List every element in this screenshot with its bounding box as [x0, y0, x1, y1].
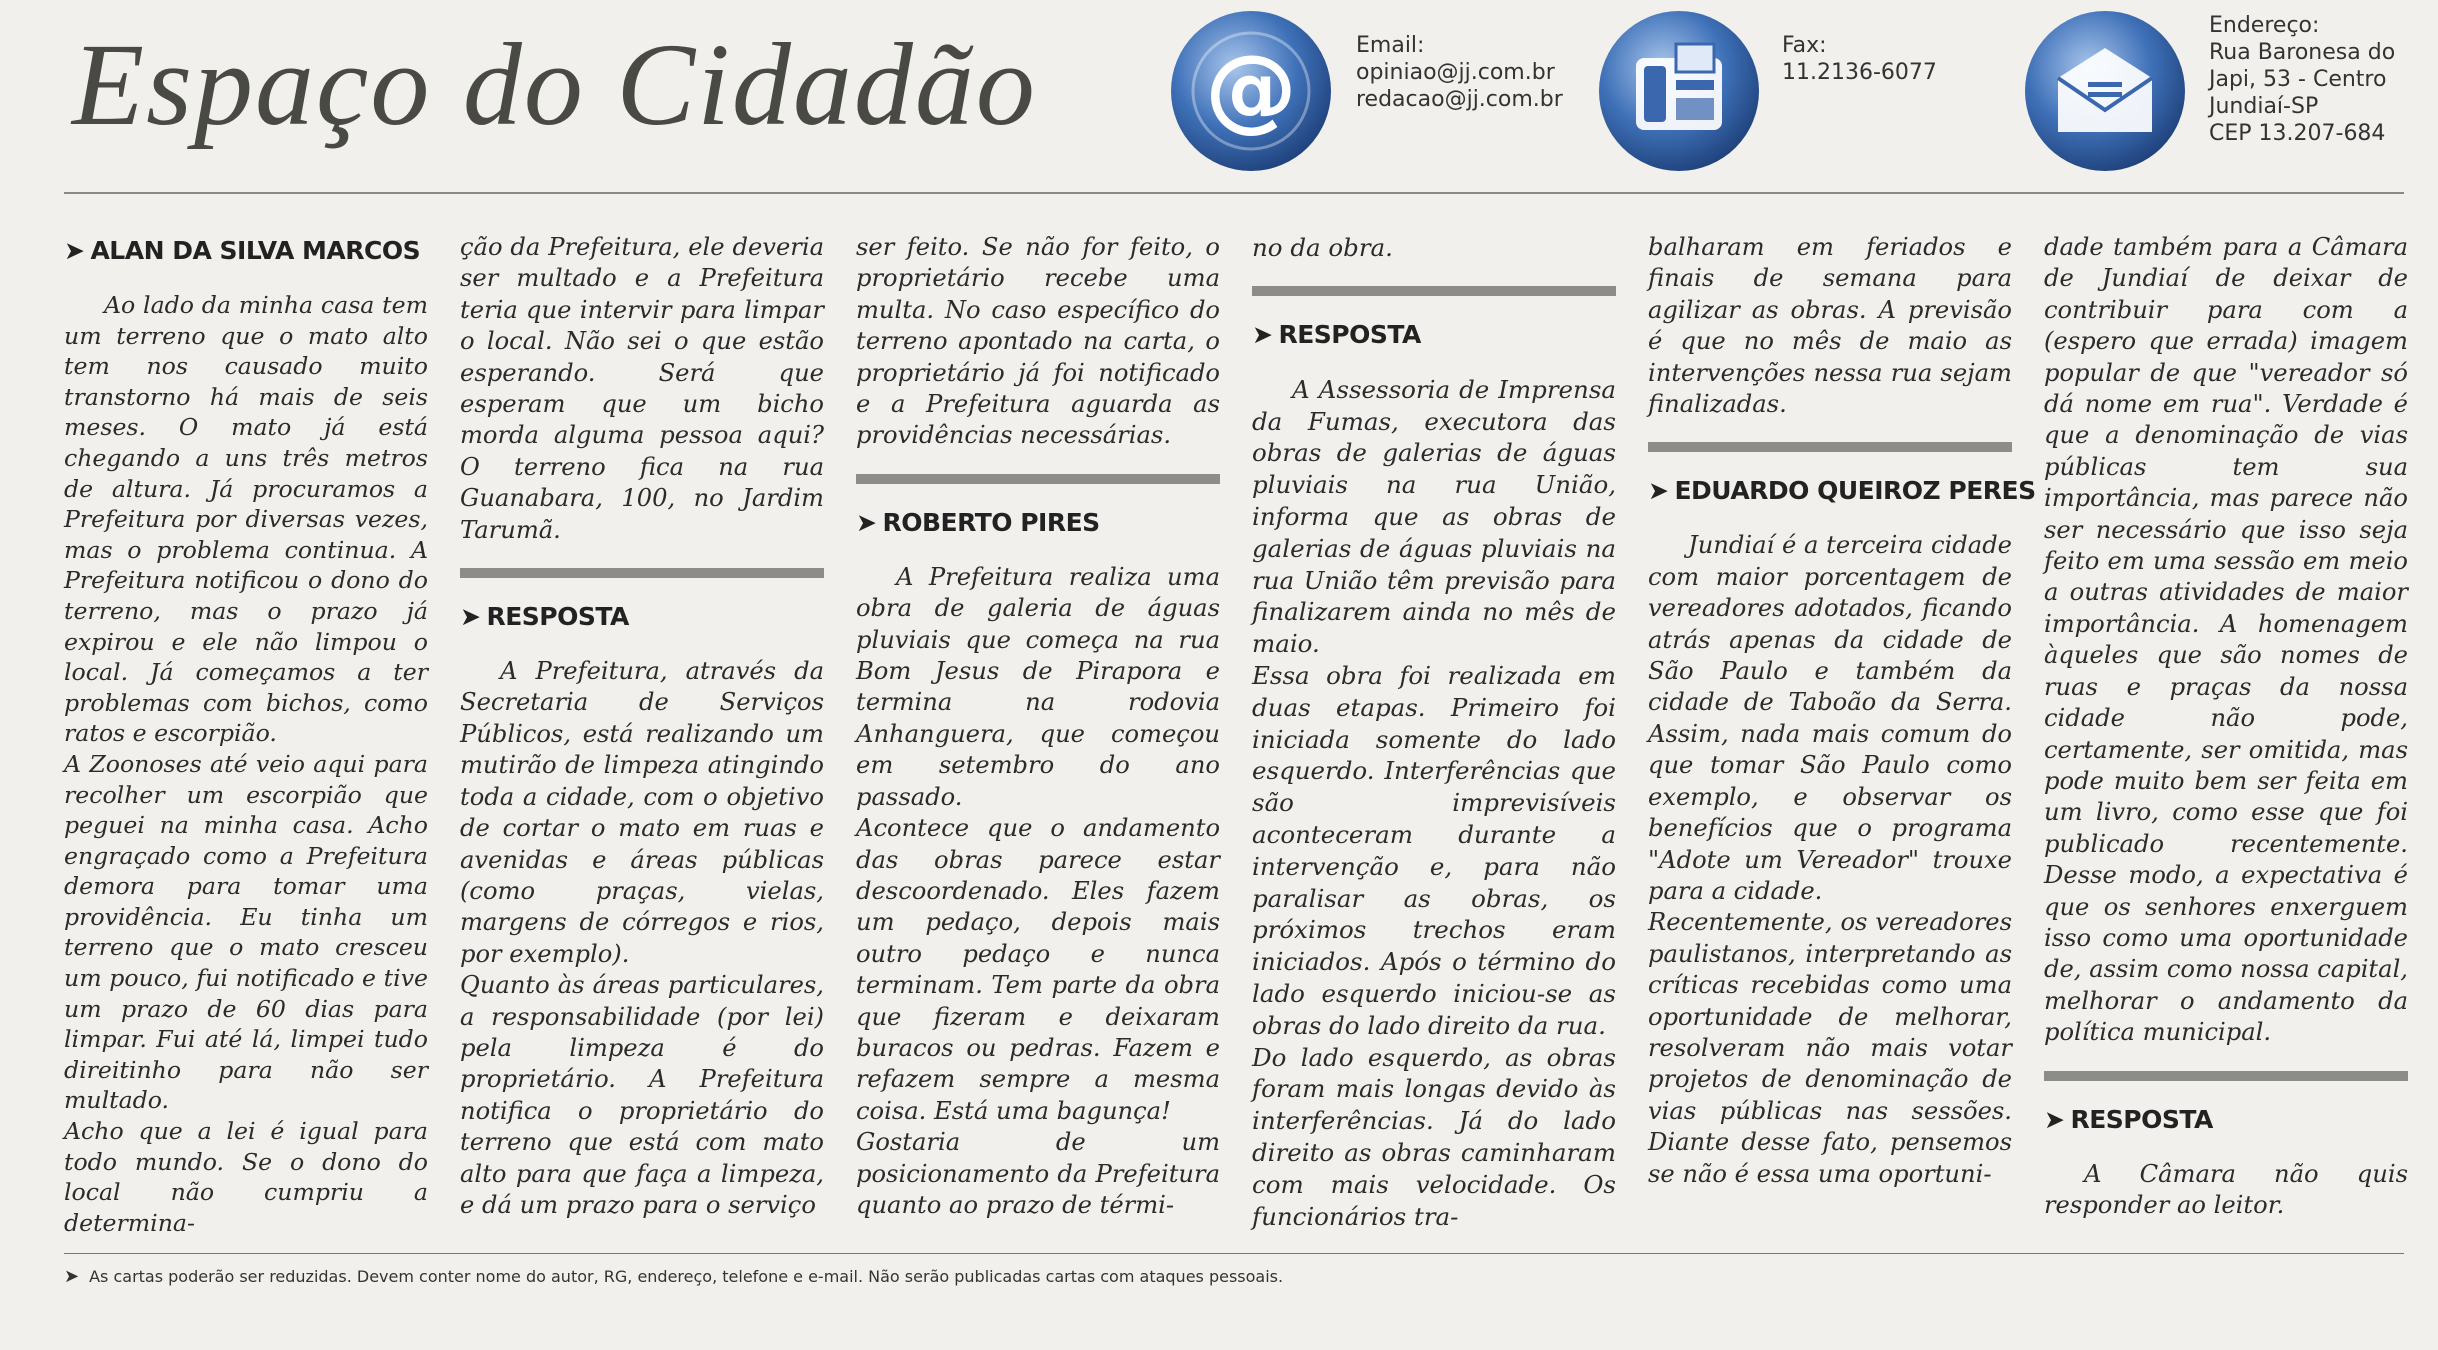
letter-author [64, 236, 428, 268]
contact-fax [1782, 32, 1937, 86]
arrow-icon: ➤ [460, 602, 481, 632]
response-body-continued: ser feito. Se não for feito, o proprietário recebe uma multa. No caso específico do terreno apontado na carta, o proprietário já foi notificado e a Prefeitura aguarda as providências necessárias. [856, 233, 1220, 450]
letter-body: Jundiaí é a terceira cidade com maior porcentagem de vereadores adotados, ficando atrás apenas da cidade de São Paulo e também da cidade de Taboão da Serra. Assim, nada mais comum do que tomar São Paulo como exemplo, e observar os benefícios que o programa "Adote um Vereador" trouxe para a cidade. Recentemente, os vereadores paulistanos, interpretando as críticas recebidas como uma oportunidade de melhorar, resolveram não mais votar projetos de denominação de vias públicas nas sessões. Diante desse fato, pensemos se não é essa uma oportuni- [1648, 531, 2012, 1188]
arrow-icon: ➤ [856, 507, 877, 537]
section-divider [856, 474, 1220, 484]
response-body: A Prefeitura, através da Secretaria de Serviços Públicos, está realizando um mutirão de limpeza atingindo toda a cidade, com o objetivo de cortar o mato em ruas e avenidas e áreas públicas (como praças, vielas, margens de córregos e rios, por exemplo). Quanto às áreas particulares, a responsabilidade (por lei) pela limpeza é do proprietário. A Prefeitura notifica o proprietário do terreno que está com mato alto para que faça a limpeza, e dá um prazo para o serviço [460, 657, 824, 1219]
arrow-icon: ➤ [64, 1266, 80, 1287]
section-divider [1252, 286, 1616, 296]
arrow-icon: ➤ [64, 236, 85, 265]
arrow-icon: ➤ [1252, 319, 1273, 349]
letter-body-continued: dade também para a Câmara de Jundiaí de deixar de contribuir para com a (espero que errada) imagem popular de que "vereador só dá nome em rua". Verdade é que a denominação de vias públicas tem sua importância, mas parece não ser necessário que isso seja feito em uma sessão em meio a outras atividades de maior importância. A homenagem àqueles que são nomes de ruas e praças da nossa cidade não pode, certamente, ser omitida, mas pode muito bem ser feita em um livro, como esse que foi publicado recentemente. Desse modo, a expectativa é que os senhores enxerguem isso como uma oportunidade de, assim como nossa capital, melhorar o andamento da política municipal. [2044, 233, 2408, 1047]
envelope-icon [2022, 8, 2188, 174]
address-line-2: Japi, 53 - Centro [2209, 67, 2387, 92]
email-address-2[interactable]: redacao@jj.com.br [1356, 87, 1563, 112]
author-name: EDUARDO QUEIROZ PERES [1674, 476, 2036, 506]
arrow-icon: ➤ [2044, 1104, 2065, 1134]
column-3 [856, 232, 1220, 1221]
email-address-1[interactable]: opiniao@jj.com.br [1356, 60, 1555, 85]
section-divider [2044, 1071, 2408, 1081]
masthead-rule [64, 192, 2404, 194]
response-body-continued: balharam em feriados e finais de semana para agilizar as obras. A previsão é que no mês de maio as intervenções nessa rua sejam finalizadas. [1648, 233, 2012, 419]
response-label: RESPOSTA [1278, 319, 1421, 349]
author-name: ALAN DA SILVA MARCOS [90, 236, 421, 265]
column-4 [1252, 232, 1616, 1232]
letter-body: A Prefeitura realiza uma obra de galeria de águas pluviais que começa na rua Bom Jesus de Pirapora e termina na rodovia Anhanguera, que começou em setembro do ano passado. Acontece que o andamento das obras parece estar descoordenado. Eles fazem um pedaço, depois mais outro pedaço e nunca terminam. Tem parte da obra que fizeram e deixaram buracos ou pedras. Fazem e refazem sempre a mesma coisa. Está uma bagunça! Gostaria de um posicionamento da Prefeitura quanto ao prazo de térmi- [856, 562, 1220, 1219]
letter-author [856, 508, 1220, 540]
contact-email [1356, 32, 1563, 113]
response-label: RESPOSTA [486, 602, 629, 632]
section-divider [460, 568, 824, 578]
fax-label: Fax: [1782, 33, 1827, 58]
at-sign-icon [1168, 8, 1334, 174]
email-label: Email: [1356, 33, 1425, 58]
author-name: ROBERTO PIRES [882, 507, 1100, 537]
letter-author [1648, 476, 2036, 508]
page-title: Espaço do Cidadão [72, 19, 1037, 150]
footer-note [64, 1266, 1283, 1287]
section-divider [1648, 442, 2012, 452]
fax-machine-icon [1596, 8, 1762, 174]
contact-address [2209, 12, 2395, 147]
address-line-4: CEP 13.207-684 [2209, 121, 2386, 146]
fax-number: 11.2136-6077 [1782, 60, 1937, 85]
letter-body: Ao lado da minha casa tem um terreno que o mato alto tem nos causado muito transtorno há mais de seis meses. O mato já está chegando a uns três metros de altura. Já procuramos a Prefeitura por diversas vezes, mas o problema continua. A Prefeitura notificou o dono do terreno, mas o prazo já expirou e ele não limpou o local. Já começamos a ter problemas com bichos, como ratos e escorpião. A Zoonoses até veio aqui para recolher um escorpião que peguei na minha casa. Acho engraçado como a Prefeitura demora para tomar uma providência. Eu tinha um terreno que o mato cresceu um pouco, fui notificado e tive um prazo de 60 dias para limpar. Fui até lá, limpei tudo direitinho para não ser multado. Acho que a lei é igual para todo mundo. Se o dono do local não cumpriu a determina- [64, 291, 428, 1237]
response-body: A Câmara não quis responder ao leitor. [2044, 1159, 2408, 1219]
column-5 [1648, 232, 2036, 1190]
response-heading [2044, 1105, 2408, 1137]
column-2 [460, 232, 824, 1221]
arrow-icon: ➤ [1648, 476, 1669, 506]
letter-body-continued: ção da Prefeitura, ele deveria ser multado e a Prefeitura teria que intervir para limpar o local. Não sei o que estão esperando. Será que esperam que um bicho morda alguma pessoa aqui? O terreno fica na rua Guanabara, 100, no Jardim Tarumã. [460, 233, 824, 544]
footer-text: As cartas poderão ser reduzidas. Devem conter nome do autor, RG, endereço, telefone e e-mail. Não serão publicadas cartas com ataques pessoais. [89, 1267, 1284, 1286]
response-heading [1252, 320, 1616, 352]
column-1 [64, 232, 428, 1238]
column-6 [2044, 232, 2408, 1221]
address-line-3: Jundiaí-SP [2209, 94, 2319, 119]
address-label: Endereço: [2209, 13, 2320, 38]
address-line-1: Rua Baronesa do [2209, 40, 2396, 65]
letter-body-continued: no da obra. [1252, 233, 1393, 262]
response-label: RESPOSTA [2070, 1104, 2213, 1134]
footer-rule [64, 1253, 2404, 1254]
response-heading [460, 602, 824, 634]
svg-text:@: @ [1205, 35, 1297, 142]
response-body: A Assessoria de Imprensa da Fumas, executora das obras de galerias de águas pluviais na rua União, informa que as obras de galerias de águas pluviais na rua União têm previsão para finalizarem ainda no mês de maio. Essa obra foi realizada em duas etapas. Primeiro foi iniciada somente do lado esquerdo. Interferências que são imprevisíveis aconteceram durante a intervenção e, para não paralisar as obras, os próximos trechos eram iniciados. Após o término do lado esquerdo iniciou-se as obras do lado direito da rua. Do lado esquerdo, as obras foram mais longas devido às interferências. Já do lado direito as obras caminharam com mais velocidade. Os funcionários tra- [1252, 374, 1616, 1231]
